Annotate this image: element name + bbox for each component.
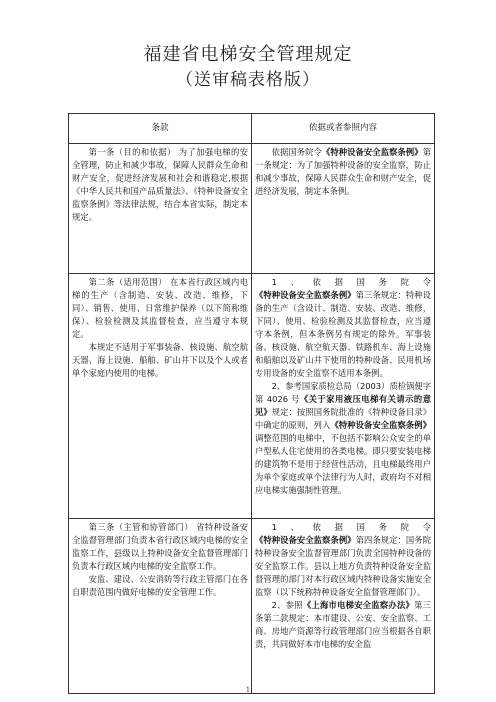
basis-paragraph: 1、依据国务院令《特种设备安全监察条例》第四条规定：国务院特种设备安全监督管理部门负责全国特种设备的安全监察工作。县以上地方负责特种设备安全监督管理的部门对本行政区域内特种设备实施安全监察（以下统称特种设备安全监督管理部门）。 [255,522,431,597]
header-basis: 依据或者参照内容 [252,114,435,144]
document-title: 福建省电梯安全管理规定 [143,44,353,65]
document-subtitle: （送审稿表格版） [176,70,320,90]
table-row [69,519,435,694]
table-row [69,144,435,274]
clause-paragraph: 第二条（适用范围） 在本省行政区域内电梯的生产（含制造、安装、改造、维修，下同）、销售、使用、日常维护保养（以下简称维保）、检验检测及其监督检查，应当遵守本规定。 [72,277,248,339]
basis-paragraph: 1、依据国务院令《特种设备安全监察条例》第三条规定：特种设备的生产（含设计、制造、安装、改造、维修，下同）、使用、检验检测及其监督检查，应当遵守本条例，但本条例另有规定的除外。军事装备、核设施、航空航天器、铁路机车、海上设施和船舶以及矿山井下使用的特种设备、民用机场专用设备的安全监察不适用本条例。 [255,277,431,378]
clause-paragraph: 第三条（主管和协管部门） 省特种设备安全监督管理部门负责本省行政区域内电梯的安全监察工作，县级以上特种设备安全监督管理部门负责本行政区域内电梯的安全监察工作。 [72,522,248,571]
basis-paragraph: 2、参考国家质检总局（2003）质检锅便字第 4026 号《关于家用液压电梯有关请示的意见》规定：按照国务院批准的《特种设备目录》中确定的原则，列入《特种设备安全监察条例》调整范围的电梯中，不包括不影响公众安全的单户型私人住宅使用的各类电梯。即只要安装电梯的建筑物不是用于经营性活动，且电梯最终用户为单个家庭或单个法律行为人时，政府均不对相应电梯实施强制性管理。 [255,381,431,495]
regulation-table [68,113,435,694]
table-header-row [69,114,435,144]
clause-cell [69,144,252,274]
table-row [69,274,435,519]
basis-cell [252,519,435,694]
basis-cell [252,144,435,274]
header-clause: 条款 [69,114,252,144]
basis-paragraph: 2、参照《上海市电梯安全监察办法》第三条第二款规定：本市建设、公安、安全监察、工商、房地产资源等行政管理部门应当根据各自职责，共同做好本市电梯的安全监 [255,600,431,649]
clause-paragraph: 第一条（目的和依据） 为了加强电梯的安全管理，防止和减少事故，保障人民群众生命和财产安全，促进经济发展和社会和谐稳定,根据《中华人民共和国产品质量法》、《特种设备安全监察条例》等法律法规，结合本省实际，制定本规定。 [72,147,248,222]
clause-cell [69,519,252,694]
basis-cell [252,274,435,519]
page-number: 1 [245,686,251,694]
clause-paragraph: 安监、建设、公安消防等行政主管部门在各自职责范围内做好电梯的安全管理工作。 [72,574,248,597]
clause-cell [69,274,252,519]
basis-paragraph: 依据国务院令《特种设备安全监察条例》第一条规定：为了加强特种设备的安全监察，防止和减少事故，保障人民群众生命和财产安全，促进经济发展，制定本条例。 [255,147,431,196]
clause-paragraph: 本规定不适用于军事装备、核设施、航空航天器、海上设施、船舶、矿山井下以及个人或者单个家庭内使用的电梯。 [72,342,248,378]
